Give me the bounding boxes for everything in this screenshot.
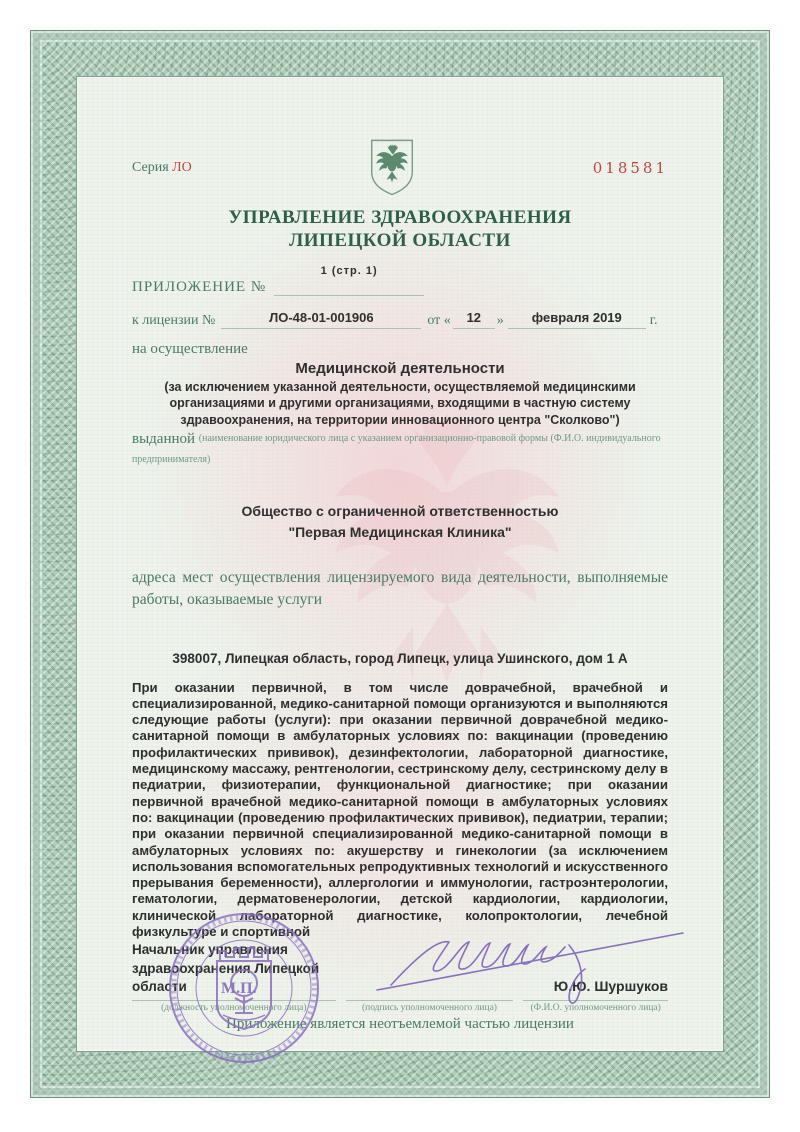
activity-intro: на осуществление: [132, 340, 248, 357]
license-month-blank: [508, 309, 646, 329]
signatory-position-line2: здравоохранения Липецкой: [132, 960, 320, 976]
license-year-suffix: г.: [649, 312, 658, 328]
authority-title-line2: ЛИПЕЦКОЙ ОБЛАСТИ: [289, 229, 511, 251]
addresses-label: адреса мест осуществления лицензируемого вида деятельности, выполняемые работы, оказываемые услуги: [132, 569, 668, 608]
caption-fio: (Ф.И.О. уполномоченного лица): [523, 1000, 668, 1013]
issued-note: (наименование юридического лица с указанием организационно-правовой формы (Ф.И.О. индивидуального предпринимателя): [132, 433, 661, 466]
license-number: ЛО-48-01-001906: [269, 309, 374, 325]
license-month-year: февраля 2019: [531, 309, 622, 325]
signatory-position-line3: области: [132, 978, 187, 994]
header-row: [132, 137, 668, 199]
issued-line: [132, 429, 668, 471]
organization-name: "Первая Медицинская Клиника": [288, 524, 512, 541]
appendix-page-note: 1 (стр. 1): [320, 264, 378, 277]
stamp-mp-label: М.П.: [221, 980, 257, 997]
license-label: к лицензии №: [132, 312, 216, 328]
appendix-number-blank: [274, 264, 424, 296]
appendix-row: [132, 264, 668, 296]
certificate-field: [76, 76, 724, 1052]
series-value: ЛО: [172, 160, 192, 175]
works-paragraph: При оказании первичной, в том числе доврачебной, врачебной и специализированной, медико-санитарной помощи организуются и выполняются следующие работы (услуги): при оказании первичной доврачебной медико-санитарной помощи в амбулаторных условиях по: вакцинации (проведению профилактических прививок), дезинфектологии, лабораторной диагностике, медицинскому массажу, рентгенологии, сестринскому делу, сестринскому делу в педиатрии, физиотерапии, функциональной диагностике; при оказании первичной врачебной медико-санитарной помощи в амбулаторных условиях по: вакцинации (проведению профилактических прививок), педиатрии, терапии; при оказании первичной специализированной медико-санитарной помощи в амбулаторных условиях по: акушерству и гинекологии (за исключением использования вспомогательных репродуктивных технологий и искусственного прерывания беременности), аллергологии и иммунологии, гастроэнтерологии, гематологии, дерматовенерологии, детской кардиологии, кардиологии, клинической лабораторной диагностике, колопроктологии, лечебной физкультуре и спортивной: [132, 679, 668, 940]
authority-title: [132, 207, 668, 253]
license-day-blank: [453, 309, 495, 329]
caption-position: (должность уполномоченного лица): [132, 1000, 336, 1013]
license-from-label: от «: [427, 312, 451, 328]
official-stamp: [165, 909, 323, 1067]
series-label: [132, 160, 192, 176]
series-word: Серия: [132, 160, 169, 175]
signatory-position-line1: Начальник управления: [132, 942, 288, 958]
signatory-name: Ю.Ю. Шуршуков: [553, 978, 668, 994]
license-row: [132, 309, 668, 329]
activity-name: Медицинской деятельности: [295, 359, 505, 377]
organization-type: Общество с ограниченной ответственностью: [241, 503, 559, 520]
appendix-label: ПРИЛОЖЕНИЕ №: [132, 278, 267, 295]
license-quote-close: »: [496, 312, 504, 328]
organization-block: [132, 501, 668, 543]
address-line: 398007, Липецкая область, город Липецк, улица Ушинского, дом 1 А: [172, 650, 628, 666]
footer-note: Приложение является неотъемлемой частью лицензии: [226, 1016, 574, 1032]
handwritten-signature: [365, 889, 725, 1059]
license-number-blank: [221, 309, 421, 329]
certificate-border: [30, 30, 770, 1098]
activity-exception: (за исключением указанной деятельности, осуществляемой медицинскими организациями и другими организациями, входящими в частную систему здравоохранения, на территории инновационного центра "Сколково"): [164, 379, 636, 428]
issued-label: выданной: [132, 431, 196, 448]
caption-sign: (подпись уполномоченного лица): [346, 1000, 512, 1013]
license-day: 12: [466, 309, 482, 325]
coat-of-arms-icon: [363, 137, 421, 199]
authority-title-line1: УПРАВЛЕНИЕ ЗДРАВООХРАНЕНИЯ: [228, 207, 572, 228]
serial-number: 018581: [592, 159, 668, 177]
